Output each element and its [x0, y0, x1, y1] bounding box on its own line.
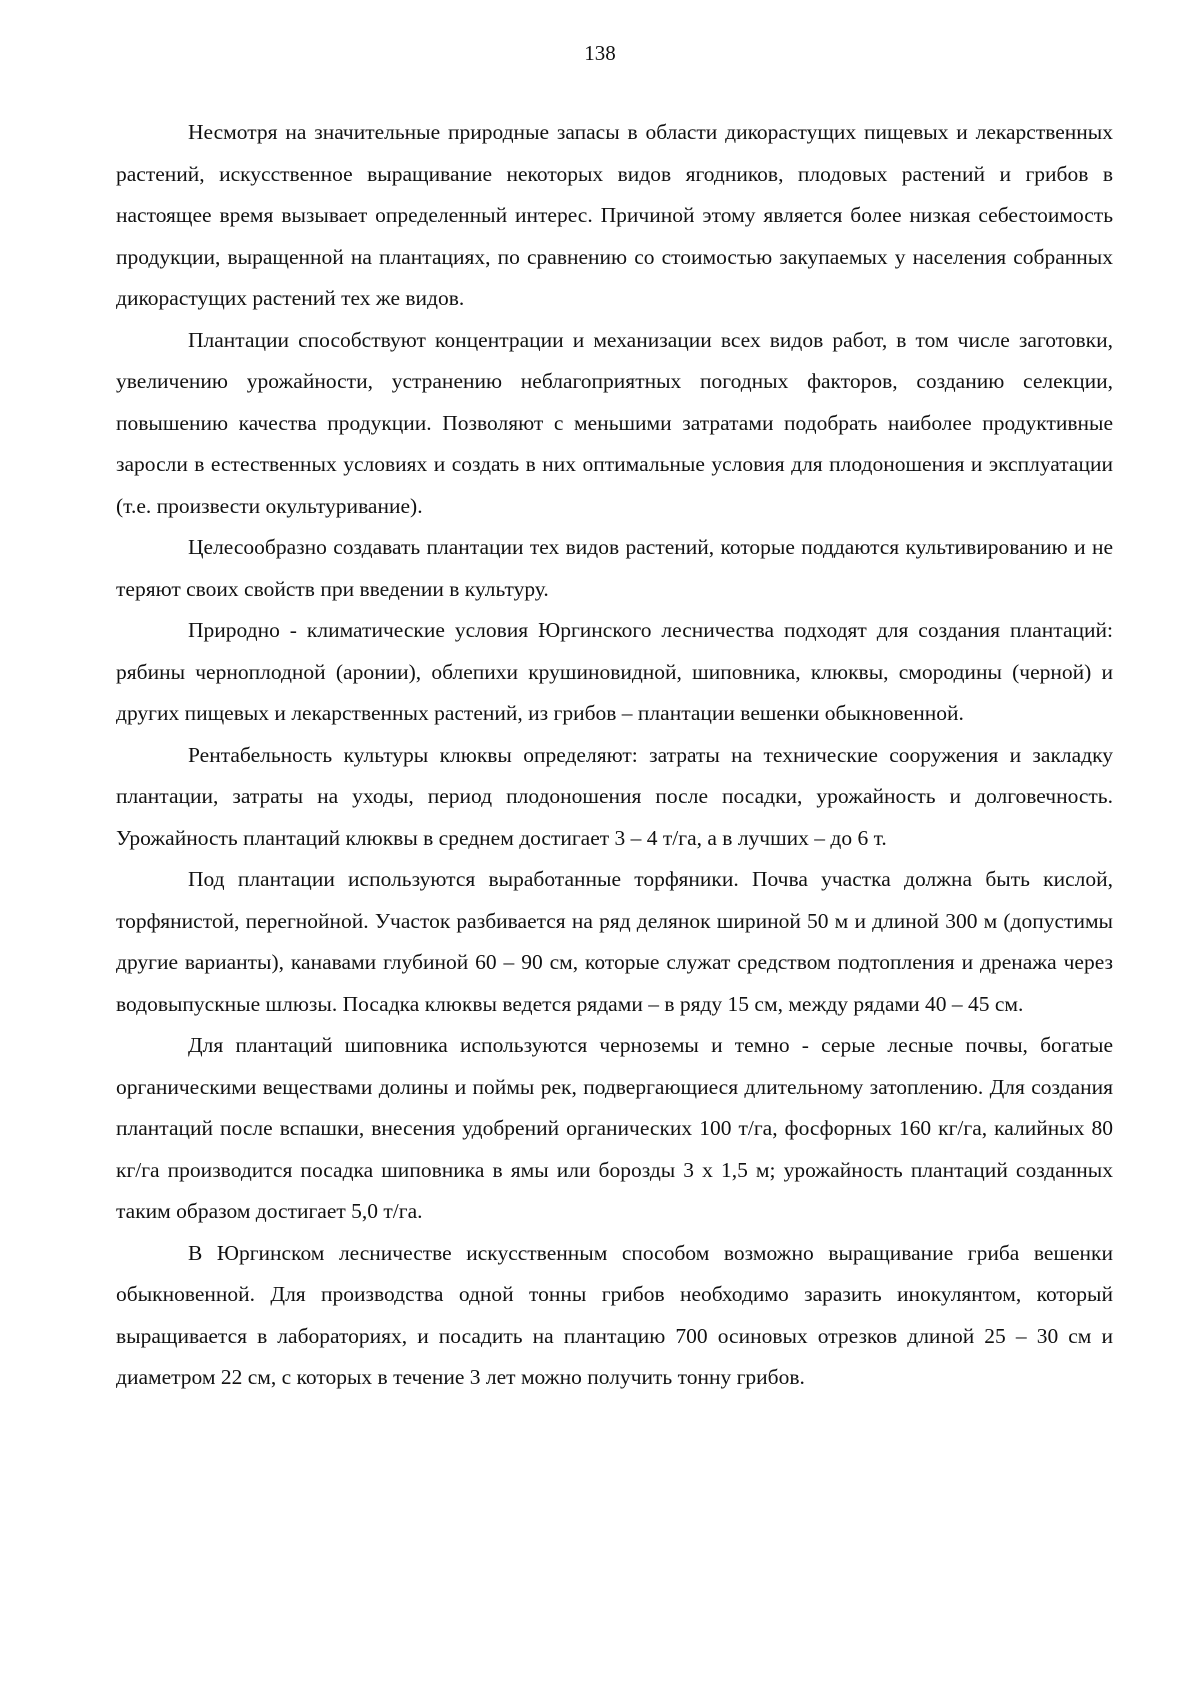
document-body	[116, 112, 1113, 1399]
paragraph-cranberry-profitability: Рентабельность культуры клюквы определяют: затраты на технические сооружения и закладку плантации, затраты на уходы, период плодоношения после посадки, урожайность и долговечность. Урожайность плантаций клюквы в среднем достигает 3 – 4 т/га, а в лучших – до 6 т.	[116, 742, 1113, 850]
paragraph-climate-conditions: Природно - климатические условия Юргинского лесничества подходят для создания плантаций: рябины черноплодной (аронии), облепихи крушиновидной, шиповника, клюквы, смородины (черной) и других пищевых и лекарственных растений, из грибов – плантации вешенки обыкновенной.	[116, 618, 1113, 725]
paragraph-wild-plants-cultivation: Несмотря на значительные природные запасы в области дикорастущих пищевых и лекарственных растений, искусственное выращивание некоторых видов ягодников, плодовых растений и грибов в настоящее время вызывает определенный интерес. Причиной этому является более низкая себестоимость продукции, выращенной на плантациях, по сравнению со стоимостью закупаемых у населения собранных дикорастущих растений тех же видов.	[116, 120, 1113, 310]
paragraph-suitable-species: Целесообразно создавать плантации тех видов растений, которые поддаются культивированию и не теряют своих свойств при введении в культуру.	[116, 535, 1113, 601]
paragraph-peat-plantations: Под плантации используются выработанные торфяники. Почва участка должна быть кислой, торфянистой, перегнойной. Участок разбивается на ряд делянок шириной 50 м и длиной 300 м (допустимы другие варианты), канавами глубиной 60 – 90 см, которые служат средством подтопления и дренажа через водовыпускные шлюзы. Посадка клюквы ведется рядами – в ряду 15 см, между рядами 40 – 45 см.	[116, 867, 1113, 1016]
page-number: 138	[584, 41, 616, 65]
paragraph-oyster-mushroom: В Юргинском лесничестве искусственным способом возможно выращивание гриба вешенки обыкновенной. Для производства одной тонны грибов необходимо заразить инокулянтом, который выращивается в лабораториях, и посадить на плантацию 700 осиновых отрезков длиной 25 – 30 см и диаметром 22 см, с которых в течение 3 лет можно получить тонну грибов.	[116, 1240, 1113, 1389]
paragraph-plantation-benefits: Плантации способствуют концентрации и механизации всех видов работ, в том числе заготовки, увеличению урожайности, устранению неблагоприятных погодных факторов, созданию селекции, повышению качества продукции. Позволяют с меньшими затратами подобрать наиболее продуктивные заросли в естественных условиях и создать в них оптимальные условия для плодоношения и эксплуатации (т.е. произвести окультуривание).	[116, 327, 1113, 518]
paragraph-rosehip-plantations: Для плантаций шиповника используются черноземы и темно - серые лесные почвы, богатые органическими веществами долины и поймы рек, подвергающиеся длительному затоплению. Для создания плантаций после вспашки, внесения удобрений органических 100 т/га, фосфорных 160 кг/га, калийных 80 кг/га производится посадка шиповника в ямы или борозды 3 х 1,5 м; урожайность плантаций созданных таким образом достигает 5,0 т/га.	[116, 1033, 1113, 1223]
